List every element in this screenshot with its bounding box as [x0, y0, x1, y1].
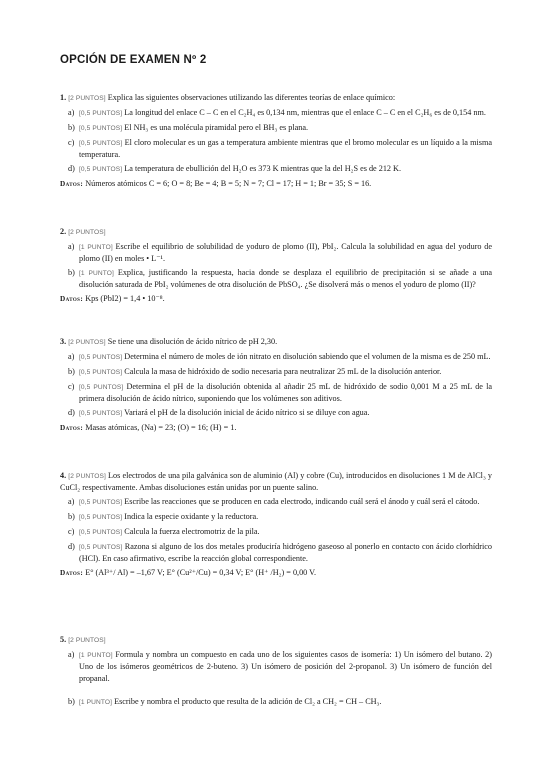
- data-text: E° (Al³⁺/ Al) = –1,67 V; E° (Cu²⁺/Cu) = 0,34 V; E° (H⁺ /H₂) = 0,00 V.: [85, 567, 317, 577]
- question-points: [2 PUNTOS]: [68, 95, 106, 102]
- item-label: d): [68, 407, 75, 417]
- item-text: Calcula la fuerza electromotriz de la pila.: [124, 527, 260, 536]
- item-points: [0,5 PUNTOS]: [79, 139, 123, 147]
- item-text: El cloro molecular es un gas a temperatura ambiente mientras que el bromo molecular es un líquido a la misma temperatura.: [79, 137, 493, 159]
- question-1: [60, 92, 492, 190]
- item-label: a): [68, 352, 75, 362]
- question-item: [68, 696, 492, 708]
- item-label: b): [68, 696, 75, 706]
- question-item: [68, 107, 492, 119]
- data-label: Datos:: [60, 423, 84, 432]
- question-3: [60, 336, 492, 434]
- question-number: 4.: [60, 471, 67, 480]
- question-item: [68, 407, 492, 419]
- question-text: Se tiene una disolución de ácido nítrico de pH 2,30.: [107, 337, 278, 346]
- item-points: [0,5 PUNTOS]: [79, 383, 124, 391]
- question-items: [68, 649, 492, 708]
- data-label: Datos:: [60, 179, 84, 188]
- question-text: Explica las siguientes observaciones utilizando las diferentes teorías de enlace químico:: [107, 93, 396, 102]
- item-label: a): [68, 108, 75, 118]
- item-text: Explica, justificando la respuesta, hacia donde se desplaza el equilibrio de precipitación si se añade a una disolución saturada de PbI₂ volúmenes de otra disolución de PbSO₄. ¿Se disolverá más o menos el yoduro de plomo (II)?: [79, 268, 492, 290]
- question-data: [60, 567, 492, 579]
- question-data: [60, 422, 492, 434]
- item-points: [0,5 PUNTOS]: [79, 409, 123, 417]
- data-label: Datos:: [60, 295, 84, 304]
- data-text: Masas atómicas, (Na) = 23; (O) = 16; (H) = 1.: [85, 422, 237, 432]
- question-items: [68, 241, 492, 290]
- question-item: [68, 241, 492, 264]
- item-points: [0,5 PUNTOS]: [79, 514, 123, 522]
- item-label: b): [68, 268, 75, 278]
- item-text: Determina el pH de la disolución obtenida al añadir 25 mL de hidróxido de sodio 0,001 M a 25 mL de la primera disolución de ácido nítrico, suponiendo que los volúmenes son aditivos.: [79, 381, 492, 403]
- question-header: [60, 470, 492, 493]
- item-text: La longitud del enlace C – C en el C₂H₄ es 0,134 nm, mientras que el enlace C – C en el C₂H₆ es de 0,154 nm.: [124, 108, 486, 118]
- question-items: [68, 107, 492, 175]
- item-points: [0,5 PUNTOS]: [79, 110, 123, 118]
- question-item: [68, 351, 492, 363]
- question-data: [60, 178, 492, 190]
- question-header: [60, 92, 492, 104]
- question-item: [68, 137, 492, 160]
- question-item: [68, 366, 492, 378]
- item-label: b): [68, 123, 75, 132]
- question-item: [68, 649, 492, 684]
- question-items: [68, 351, 492, 419]
- question-header: [60, 226, 492, 238]
- item-label: d): [68, 163, 75, 173]
- item-text: Calcula la masa de hidróxido de sodio necesaria para neutralizar 25 mL de la disolución anterior.: [124, 367, 442, 376]
- item-text: Escribe las reacciones que se producen en cada electrodo, indicando cuál será el ánodo y cuál será el cátodo.: [124, 497, 480, 507]
- question-item: [68, 511, 492, 523]
- page-title: OPCIÓN DE EXAMEN Nº 2: [60, 54, 207, 66]
- question-item: [68, 541, 492, 564]
- item-label: a): [68, 497, 75, 507]
- item-text: El NH₃ es una molécula piramidal pero el BH₃ es plana.: [124, 123, 309, 132]
- question-item: [68, 122, 492, 134]
- question-header: [60, 336, 492, 348]
- item-label: a): [68, 650, 75, 660]
- question-item: [68, 526, 492, 538]
- item-points: [0,5 PUNTOS]: [79, 543, 123, 551]
- item-points: [1 PUNTO]: [79, 270, 114, 278]
- item-points: [0,5 PUNTOS]: [79, 354, 123, 362]
- question-item: [68, 163, 492, 175]
- item-label: c): [68, 137, 75, 147]
- item-points: [0,5 PUNTOS]: [79, 499, 123, 507]
- question-item: [68, 267, 492, 290]
- item-text: Escribe el equilibrio de solubilidad de yoduro de plomo (II), PbI₂. Calcula la solubilidad en agua del yoduro de plomo (II) en moles • L⁻¹.: [79, 242, 493, 264]
- question-points: [2 PUNTOS]: [68, 339, 106, 346]
- question-number: 5.: [60, 635, 67, 644]
- question-number: 1.: [60, 93, 67, 102]
- question-points: [2 PUNTOS]: [68, 229, 106, 236]
- question-items: [68, 496, 492, 564]
- question-item: [68, 381, 492, 404]
- data-text: Números atómicos C = 6; O = 8; Be = 4; B = 5; N = 7; Cl = 17; H = 1; Br = 35; S = 16.: [85, 178, 372, 188]
- data-text: Kps (PbI2) = 1,4 • 10⁻⁸.: [85, 294, 165, 304]
- item-text: Razona si alguno de los dos metales produciría hidrógeno gaseoso al ponerlo en contacto con ácido clorhídrico (HCl). En caso afirmativo, escribe la reacción global correspondiente.: [79, 541, 492, 563]
- item-points: [0,5 PUNTOS]: [79, 369, 123, 376]
- question-5: [60, 634, 492, 711]
- question-2: [60, 226, 492, 305]
- item-points: [1 PUNTO]: [79, 652, 113, 660]
- question-number: 2.: [60, 227, 67, 236]
- question-text: Los electrodos de una pila galvánica son de aluminio (Al) y cobre (Cu), introducidos en disoluciones 1 M de AlCl₃ y CuCl₂ respectivamente. Ambas disoluciones están unidas por un puente salino.: [60, 471, 493, 493]
- question-points: [2 PUNTOS]: [68, 637, 106, 644]
- question-4: [60, 470, 492, 579]
- item-text: Formula y nombra un compuesto en cada uno de los siguientes casos de isomería: 1) Un isómero del butano. 2) Uno de los isómeros geométricos de 2-buteno. 3) Un isómero de posición del 2-propanol. 3) Un isómero de función del propanal.: [79, 650, 492, 683]
- question-item: [68, 496, 492, 508]
- item-text: La temperatura de ebullición del H₂O es 373 K mientras que la del H₂S es de 212 K.: [124, 163, 402, 173]
- item-points: [0,5 PUNTOS]: [79, 165, 123, 173]
- item-text: Escribe y nombra el producto que resulta de la adición de Cl₂ a CH₂ = CH – CH₃.: [114, 696, 382, 706]
- item-label: c): [68, 527, 75, 536]
- item-points: [0,5 PUNTOS]: [79, 125, 123, 132]
- item-label: d): [68, 541, 75, 551]
- item-label: b): [68, 367, 75, 376]
- item-points: [0,5 PUNTOS]: [79, 529, 123, 536]
- item-label: c): [68, 381, 75, 391]
- question-points: [2 PUNTOS]: [68, 473, 106, 480]
- data-label: Datos:: [60, 568, 84, 577]
- item-label: a): [68, 242, 75, 252]
- item-points: [1 PUNTO]: [79, 244, 113, 252]
- item-text: Indica la especie oxidante y la reductora.: [124, 512, 259, 522]
- item-points: [1 PUNTO]: [79, 698, 113, 706]
- question-header: [60, 634, 492, 646]
- question-data: [60, 293, 492, 305]
- question-number: 3.: [60, 337, 67, 346]
- item-text: Variará el pH de la disolución inicial de ácido nítrico si se diluye con agua.: [124, 407, 370, 417]
- item-text: Determina el número de moles de ión nitrato en disolución sabiendo que el volumen de la misma es de 250 mL.: [124, 352, 491, 362]
- item-label: b): [68, 512, 75, 522]
